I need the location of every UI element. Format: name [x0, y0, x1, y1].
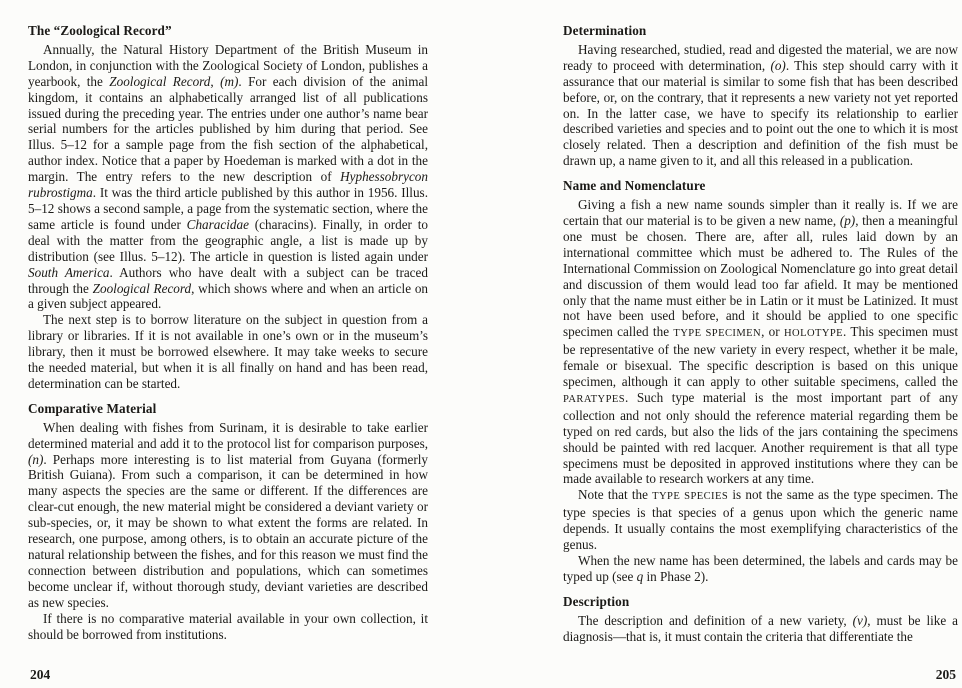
paragraph: [563, 487, 958, 553]
text-run: . This step should carry with it assurance that our material is similar to some fish that has been described before, or, on the contrary, that it represents a new variety not yet reported on. In the latter case, we have to specify its relationship to earlier described varieties and species and to point out the one to which it is most closely related. Then a description and definition of the fish must be drawn up, a name given to it, and all this released in a publication.: [563, 57, 958, 169]
paragraph: [563, 553, 958, 585]
page-number-right: 205: [935, 667, 956, 682]
text-run: . It was the third article published by this author in 1956. Illus. 5–12 shows a second sample, a page from the systematic section, where the same article is found under: [28, 185, 428, 232]
italic-text-run: Zoological Record: [92, 280, 192, 296]
text-run: , must be like a diagnosis—that is, it must contain the criteria that differentiate the: [563, 612, 958, 644]
text-run: , then a meaningful one must be chosen. There are, after all, rules laid down by an international committee which must be adhered to. The Rules of the International Commission on Zoological Nomenclature go into great detail and discussion of them would lead too far afield. It may be mentioned only that the name must either be in Latin or it must be Latinized. It must not have been used before, and it should be applied to one specific specimen called the: [563, 212, 958, 340]
italic-text-run: South America: [28, 264, 110, 280]
paragraph: [28, 420, 428, 611]
text-run: ,: [210, 73, 221, 89]
section-heading: Name and Nomenclature: [563, 178, 706, 194]
paragraph: [563, 613, 958, 645]
section-determination: [563, 23, 958, 169]
italic-text-run: (m): [220, 73, 239, 89]
text-run: When dealing with fishes from Surinam, it is desirable to take earlier determined material and add it to the protocol list for comparison purposes,: [28, 419, 428, 451]
section-heading: The “Zoological Record”: [28, 23, 172, 38]
left-page: [28, 23, 428, 642]
text-run: (characins). Finally, in order to deal with the matter from the geographic angle, a list is made up by distribution (see Illus. 5–12). The article in question is listed again under: [28, 216, 428, 264]
right-page: [563, 23, 958, 645]
page-number-left: 204: [30, 667, 51, 682]
smallcaps-text-run: TYPE SPECIES: [652, 491, 729, 503]
paragraph: [563, 197, 958, 487]
smallcaps-text-run: PARATYPES: [563, 393, 626, 405]
italic-text-run: Zoological Record: [109, 73, 211, 89]
text-run: , or: [761, 324, 784, 340]
paragraph: [28, 312, 428, 392]
section-comparative-material: [28, 401, 428, 643]
section-heading: Comparative Material: [28, 400, 157, 416]
text-run: . Authors who have dealt with a subject can be traced through the: [28, 264, 428, 296]
smallcaps-text-run: TYPE SPECIMEN: [673, 328, 762, 340]
smallcaps-text-run: HOLOTYPE: [784, 328, 844, 340]
text-run: Note that the: [578, 487, 653, 503]
italic-text-run: Characidae: [186, 216, 249, 232]
text-run: . Such type material is the most important part of any collection and not only should the reference material regarding them be typed on red cards, but also the lids of the jars containing the specimens should be painted with red lacquer. Another requirement is that all type specimens must be deposited in approved institutions where they can be made available to research workers at any time.: [563, 389, 958, 487]
text-run: If there is no comparative material available in your own collection, it should be borrowed from institutions.: [28, 610, 428, 642]
text-run: When the new name has been determined, the labels and cards may be typed up (see: [563, 553, 958, 584]
section-zoological-record: [28, 23, 428, 392]
text-run: The next step is to borrow literature on the subject in question from a library or libraries. If it is not available in one’s own or in the museum’s library, then it must be borrowed elsewhere. It may take weeks to secure the needed material, but when it is all finally on hand and has been read, determination can be started.: [28, 312, 428, 391]
text-run: Annually, the Natural History Department of the British Museum in London, in conjunction with the Zoological Society of London, publishes a yearbook, the: [28, 41, 428, 89]
text-run: . For each division of the animal kingdom, it contains an alphabetically arranged list of all publications issued during the preceding year. The entries under one author’s name bear serial numbers for the articles published by him during that period. See Illus. 5–12 for a sample page from the fish section of the alphabetical, author index. Notice that a paper by Hoedeman is marked with a dot in the margin. The entry refers to the new description of: [28, 73, 428, 185]
italic-text-run: (p): [839, 212, 856, 228]
section-heading: Description: [563, 593, 630, 609]
italic-text-run: (n): [28, 451, 44, 467]
text-run: Giving a fish a new name sounds simpler than it really is. If we are certain that our material is to be given a new name,: [563, 197, 958, 228]
text-run: is not the same as the type specimen. The type species is that species of a genus upon which the generic name depends. It usually contains the most exemplifying characteristics of the genus.: [563, 487, 958, 553]
italic-text-run: (o): [770, 57, 786, 73]
paragraph: [563, 42, 958, 169]
italic-text-run: (v): [852, 612, 868, 628]
section-name-and-nomenclature: [563, 178, 958, 585]
italic-text-run: Hyphessobrycon rubrostigma: [28, 169, 428, 201]
text-run: . Perhaps more interesting is to list material from Guyana (formerly British Guiana). From such a comparison, it can be determined in how many aspects the species are the same or different. If the differences are clear-cut enough, the new material might be considered a deviant variety or sub-species, or, it may be shown to what extent the forms are related. In research, one purpose, among others, is to obtain an accurate picture of the natural relationship between the fishes, and for this reason we must find the connection between distribution and populations, which can sometimes become unclear if, without thorough study, deviant varieties are described as new species.: [28, 451, 428, 610]
paragraph: [28, 42, 428, 312]
italic-text-run: q: [636, 568, 644, 584]
section-heading: Determination: [563, 23, 647, 38]
paragraph: [28, 611, 428, 643]
text-run: , which shows where and when an article on a given subject appeared.: [28, 280, 429, 312]
text-run: The description and definition of a new variety,: [578, 612, 853, 628]
text-run: . This specimen must be representative of the new variety in every respect, whether it be male, female or bisexual. The specific description is based on this unique specimen, although it can apply to other suitable specimens, called the: [563, 324, 958, 390]
text-run: in Phase 2).: [643, 568, 709, 584]
text-run: Having researched, studied, read and digested the material, we are now ready to proceed with determination,: [563, 41, 958, 73]
section-description: [563, 594, 958, 645]
